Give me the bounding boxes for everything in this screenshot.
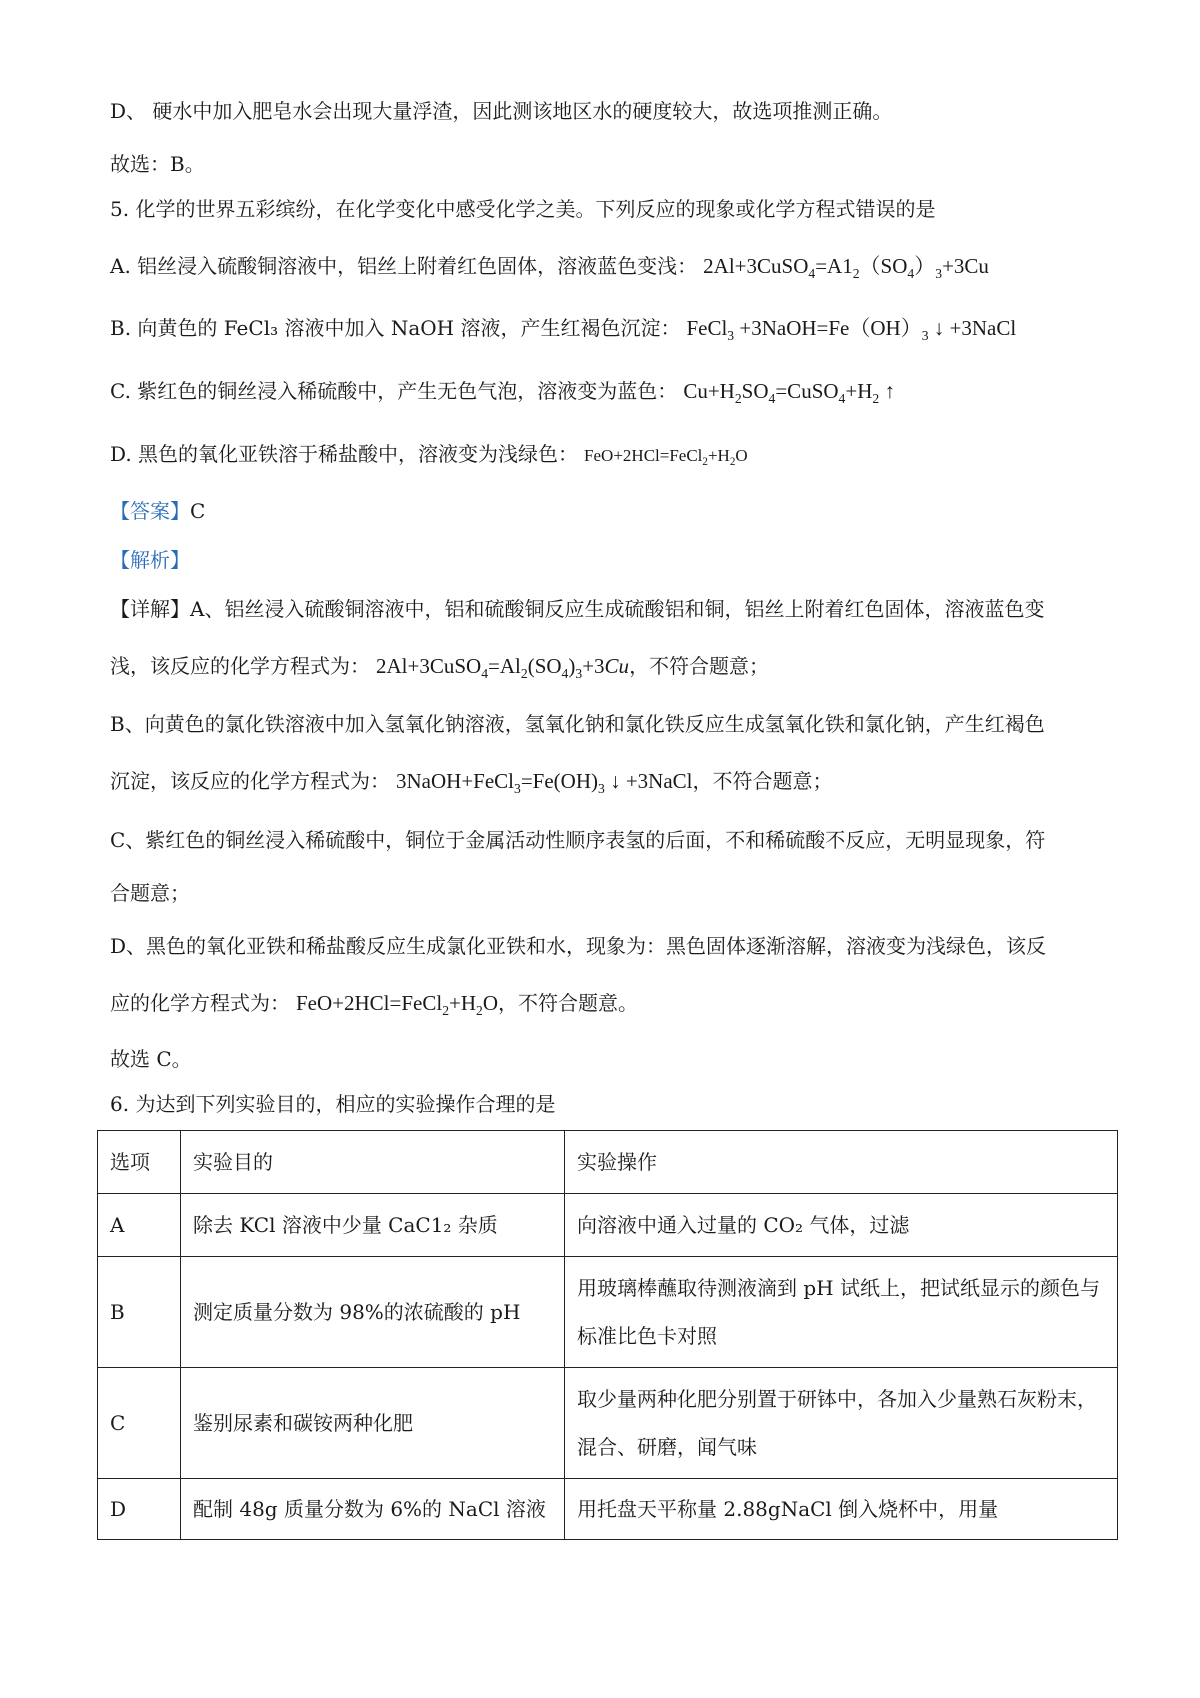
q5-option-d-equation: $FeO+2HCl=FeCl_2+H_2O$ (584, 446, 748, 468)
q5-option-b (110, 314, 1110, 342)
q5-option-c-equation: $Cu+H_2SO_4=CuSO_4+H_2$ ↑ (683, 379, 895, 406)
table-header-row (98, 1131, 1118, 1194)
detail-b-line1: B、向黄色的氯化铁溶液中加入氢氧化钠溶液，氢氧化钠和氯化铁反应生成氢氧化铁和氯化钠，产生红褐色 (110, 712, 1045, 736)
q5-option-a (110, 252, 1110, 280)
table-header-operation: 实验操作 (565, 1131, 1118, 1194)
answer-line (110, 497, 1110, 525)
q5-option-a-equation: $2Al+3CuSO_4=A1_2(SO_4)_3+3Cu$ (703, 254, 989, 281)
question-5-stem: 5. 化学的世界五彩缤纷，在化学变化中感受化学之美。下列反应的现象或化学方程式错误的是 (110, 197, 936, 221)
row-purpose: 除去 KCl 溶液中少量 CaC1₂ 杂质 (181, 1194, 565, 1257)
detail-b-line2-text: 沉淀，该反应的化学方程式为： (110, 769, 390, 793)
table-header-option: 选项 (98, 1131, 181, 1194)
choose-c: 故选 C。 (110, 1047, 192, 1071)
table-row (98, 1368, 1118, 1479)
q5-option-c-text: C. 紫红色的铜丝浸入稀硫酸中，产生无色气泡，溶液变为蓝色： (110, 379, 678, 403)
answer-tag: 【答案】 (110, 499, 190, 523)
q5-option-c (110, 377, 1110, 405)
q5-option-d (110, 440, 1110, 470)
q5-option-d-text: D. 黑色的氧化亚铁溶于稀盐酸中，溶液变为浅绿色： (110, 442, 579, 466)
detail-d-equation: $FeO+2HCl=FeCl_2+H_2O$ (296, 991, 499, 1018)
detail-b-line2 (110, 767, 1110, 795)
detail-a-line2-text: 浅，该反应的化学方程式为： (110, 654, 370, 678)
row-operation: 取少量两种化肥分别置于研钵中，各加入少量熟石灰粉末，混合、研磨，闻气味 (565, 1368, 1118, 1479)
table-row (98, 1257, 1118, 1368)
analysis-tag: 【解析】 (110, 548, 190, 572)
row-purpose: 测定质量分数为 98%的浓硫酸的 pH (181, 1257, 565, 1368)
row-purpose: 鉴别尿素和碳铵两种化肥 (181, 1368, 565, 1479)
table-row (98, 1479, 1118, 1540)
detail-a-equation: $2Al+3CuSO_4=Al_2(SO_4)_3+3Cu$ (376, 654, 630, 681)
prev-option-d: D、 硬水中加入肥皂水会出现大量浮渣，因此测该地区水的硬度较大，故选项推测正确。 (110, 99, 893, 123)
row-operation: 向溶液中通入过量的 CO₂ 气体，过滤 (565, 1194, 1118, 1257)
table-row (98, 1194, 1118, 1257)
prev-choice: 故选：B。 (110, 152, 205, 176)
q5-option-b-equation: FeCl$_3$ $+3NaOH=Fe(OH)_3$ ↓ +3NaCl (686, 316, 1017, 343)
row-operation: 用托盘天平称量 2.88gNaCl 倒入烧杯中，用量 (565, 1479, 1118, 1540)
detail-c-line1: C、紫红色的铜丝浸入稀硫酸中，铜位于金属活动性顺序表氢的后面，不和稀硫酸不反应，无明显现象，符 (110, 828, 1046, 852)
detail-d-line1: D、黑色的氧化亚铁和稀盐酸反应生成氯化亚铁和水，现象为：黑色固体逐渐溶解，溶液变为浅绿色，该反 (110, 934, 1047, 958)
detail-d-line2-text: 应的化学方程式为： (110, 991, 290, 1015)
detail-c-line2: 合题意； (110, 881, 190, 905)
experiment-table (97, 1130, 1118, 1540)
detail-a-line2-end: ，不符合题意； (629, 654, 770, 678)
row-purpose: 配制 48g 质量分数为 6%的 NaCl 溶液 (181, 1479, 565, 1540)
answer-value: C (190, 499, 206, 523)
detail-a-line2 (110, 652, 1110, 680)
q5-option-b-text: B. 向黄色的 FeCl₃ 溶液中加入 NaOH 溶液，产生红褐色沉淀： (110, 316, 681, 340)
table-header-purpose: 实验目的 (181, 1131, 565, 1194)
detail-d-line2-end: ，不符合题意。 (498, 991, 639, 1015)
row-option: B (98, 1257, 181, 1368)
row-option: D (98, 1479, 181, 1540)
row-option: A (98, 1194, 181, 1257)
detail-a-line1: 【详解】A、铝丝浸入硫酸铜溶液中，铝和硫酸铜反应生成硫酸铝和铜，铝丝上附着红色固体，溶液蓝色变 (110, 597, 1045, 621)
row-operation: 用玻璃棒蘸取待测液滴到 pH 试纸上，把试纸显示的颜色与标准比色卡对照 (565, 1257, 1118, 1368)
detail-d-line2 (110, 989, 1110, 1017)
detail-b-line2-end: ，不符合题意； (692, 769, 833, 793)
q5-option-a-text: A. 铝丝浸入硫酸铜溶液中，铝丝上附着红色固体，溶液蓝色变浅： (110, 254, 698, 278)
row-option: C (98, 1368, 181, 1479)
detail-b-equation: $3NaOH+FeCl_3=Fe(OH)_3$ ↓ +3NaCl (396, 769, 693, 796)
question-6-stem: 6. 为达到下列实验目的，相应的实验操作合理的是 (110, 1092, 556, 1116)
